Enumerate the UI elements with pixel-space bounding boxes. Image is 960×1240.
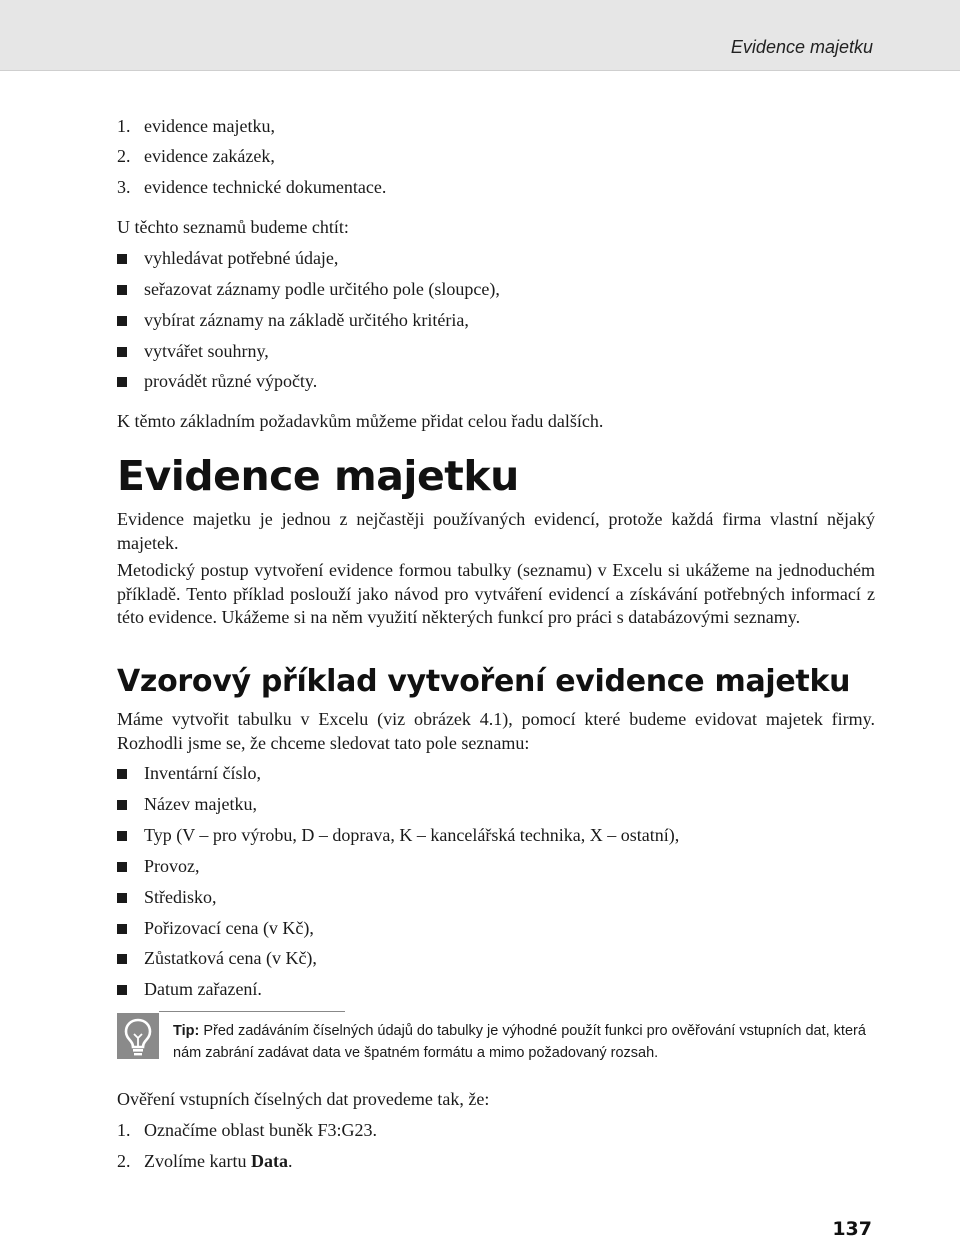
bullet-item: seřazovat záznamy podle určitého pole (sloupce), [117,278,500,300]
step-item: 2. Zvolíme kartu Data. [117,1151,293,1171]
bullet-item: vybírat záznamy na základě určitého kritéria, [117,309,469,331]
bullet-square-icon [117,954,127,964]
paragraph: Evidence majetku je jednou z nejčastěji používaných evidencí, protože každá firma vlastní nějaký majetek. [117,509,875,553]
bullet-square-icon [117,347,127,357]
bullet-square-icon [117,285,127,295]
page-number: 137 [832,1218,872,1240]
bullet-item: Datum zařazení. [117,978,262,1000]
list-item: 1. evidence majetku, [117,116,275,136]
tip-divider [159,1011,345,1012]
bullet-item: Název majetku, [117,793,257,815]
section-heading: Evidence majetku [117,452,519,500]
bullet-item: Zůstatková cena (v Kč), [117,947,317,969]
bullet-square-icon [117,831,127,841]
bullet-square-icon [117,254,127,264]
bullet-item: provádět různé výpočty. [117,370,317,392]
bullet-item: Provoz, [117,855,200,877]
bullet-square-icon [117,377,127,387]
bullet-square-icon [117,862,127,872]
step-item: 1. Označíme oblast buněk F3:G23. [117,1120,377,1140]
bullet-square-icon [117,985,127,995]
bullet-square-icon [117,924,127,934]
running-header [0,0,960,71]
list-item: 3. evidence technické dokumentace. [117,177,387,197]
paragraph: Máme vytvořit tabulku v Excelu (viz obrázek 4.1), pomocí které budeme evidovat majetek firmy. Rozhodli jsme se, že chceme sledovat tato pole seznamu: [117,709,875,753]
intro-text: U těchto seznamů budeme chtít: [117,217,349,237]
bullet-item: vyhledávat potřebné údaje, [117,247,338,269]
bullet-square-icon [117,800,127,810]
bullet-item: vytvářet souhrny, [117,340,269,362]
list-item: 2. evidence zakázek, [117,146,275,166]
bullet-square-icon [117,893,127,903]
bullet-item: Inventární číslo, [117,762,261,784]
paragraph: Metodický postup vytvoření evidence formou tabulky (seznamu) v Excelu si ukážeme na jednoduchém příkladě. Tento příklad poslouží jako návod pro vytváření evidencí a získávání potřebných informací z této evidence. Ukážeme si na něm využití některých funkcí pro práci s databázovými seznamy. [117,560,875,627]
lightbulb-icon [117,1013,159,1059]
bullet-item: Středisko, [117,886,217,908]
bullet-item: Pořizovací cena (v Kč), [117,917,314,939]
bullet-square-icon [117,769,127,779]
bullet-item: Typ (V – pro výrobu, D – doprava, K – kancelářská technika, X – ostatní), [117,824,679,846]
bullet-square-icon [117,316,127,326]
paragraph: Ověření vstupních číselných dat provedeme tak, že: [117,1089,490,1109]
tip-label: Tip: [173,1023,200,1039]
subsection-heading: Vzorový příklad vytvoření evidence majetku [117,664,851,699]
tip-box [173,1020,893,1064]
running-header-title: Evidence majetku [730,37,873,57]
tip-text: Před zadáváním číselných údajů do tabulky je výhodné použít funkci pro ověřování vstupních dat, která nám zabrání zadávat data ve špatném formátu a mimo požadovaný rozsah. [173,1023,866,1061]
paragraph: K těmto základním požadavkům můžeme přidat celou řadu dalších. [117,411,604,431]
